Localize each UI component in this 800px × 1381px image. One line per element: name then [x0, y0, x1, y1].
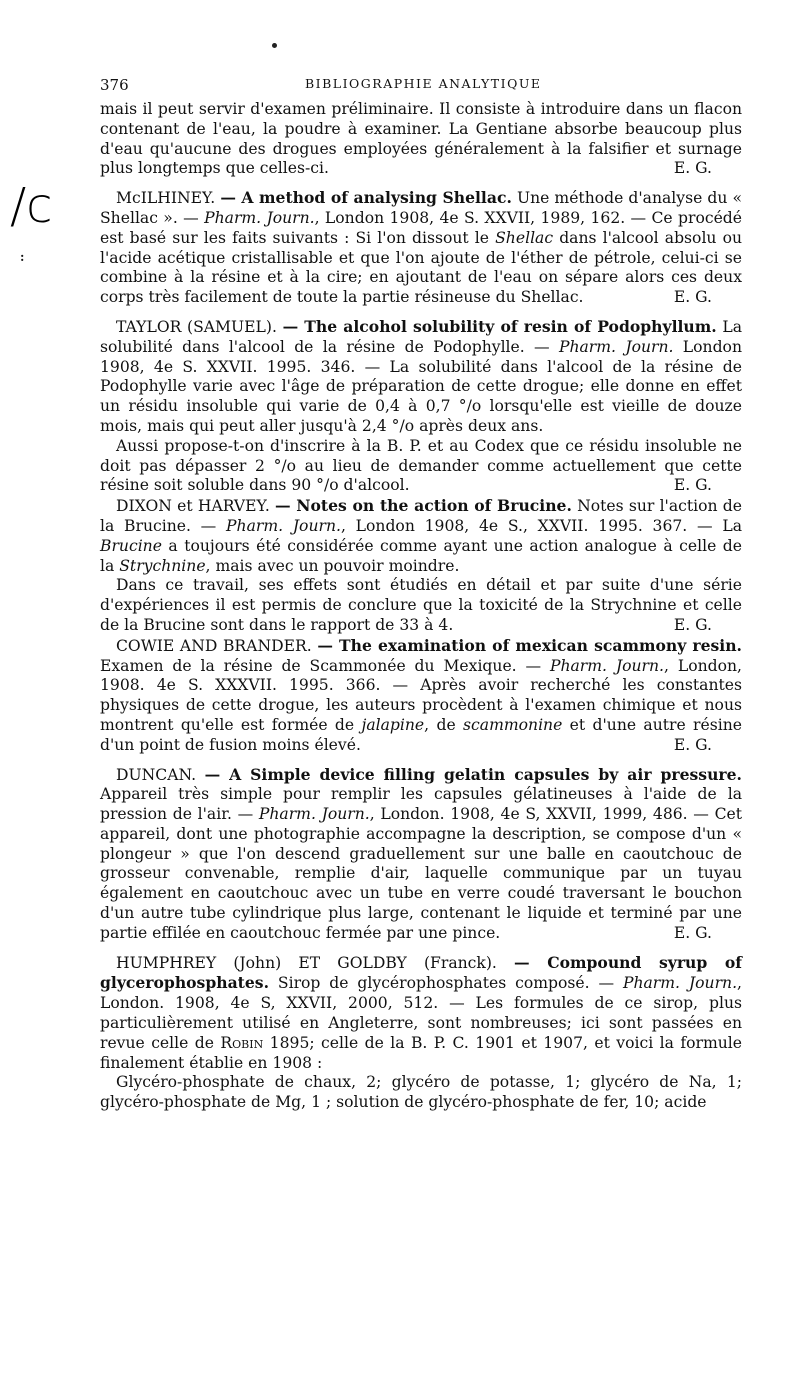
running-title: BIBLIOGRAPHIE ANALYTIQUE [305, 76, 542, 91]
entry-title: — Notes on the action of Brucine. [275, 496, 572, 516]
entry-author: DUNCAN. [116, 765, 197, 784]
page-header [100, 70, 742, 100]
entry-text: dans l'alcool absolu ou l'acide acétique cristallisable et que l'on ajoute de l'éther de pétrole, celui-ci se combine à la résine et à la cire; en ajoutant de l'eau on sépare alors ces deux corps très facilement de toute la partie résineuse du Shellac. [100, 228, 743, 307]
entry-reference: , London. 1908, 4e S, XXVII, 1999, 486. — [369, 805, 715, 824]
entry-text: Ce procédé est basé sur les faits suivants : Si l'on dissout le [100, 208, 743, 247]
entry-author: COWIE AND BRANDER. [116, 636, 312, 655]
entry-cowie-brander [100, 636, 742, 756]
entry-smallcaps: Robin [220, 1033, 264, 1052]
entry-italic: Shellac [495, 228, 554, 247]
entry-title: — A Simple device filling gelatin capsules by air pressure. [204, 764, 742, 784]
entry-author: McILHINEY. [116, 189, 216, 208]
entry-translation: Notes sur l'action de la Brucine. — [100, 497, 742, 535]
entry-reference: , London. 1908, 4e S, XXVII, 2000, 512. — [100, 974, 742, 1013]
signature: E. G. [673, 615, 712, 634]
ink-dot [272, 43, 277, 48]
signature: E. G. [673, 735, 712, 754]
page-body [100, 70, 742, 1113]
entry-translation: Examen de la résine de Scammonée du Mexique. — [100, 656, 550, 675]
entry-journal: Pharm. Journ. [226, 516, 341, 535]
entry-text: 1895; celle de la B. P. C. 1901 et 1907, et voici la formule finalement établie en 1908 : [100, 1033, 742, 1072]
entry-translation: Sirop de glycérophosphates composé. — [269, 974, 623, 993]
entry-translation: Appareil très simple pour remplir les capsules gélatineuses à l'aide de la pression de l'air. — [100, 785, 742, 824]
entry-text: , mais avec un pouvoir moindre. [205, 556, 460, 575]
entry-reference: London 1908, 4e S. XXVII. 1995. 346. — [100, 337, 742, 376]
entry-text: , de [424, 715, 464, 734]
entry-author: HUMPHREY (John) ET GOLDBY (Franck). [116, 953, 497, 972]
entry-author: DIXON et HARVEY. [116, 497, 270, 516]
entry-title: — The alcohol solubility of resin of Podophyllum. [282, 316, 717, 336]
intro-paragraph [100, 100, 742, 179]
entry-taylor [100, 317, 742, 437]
entry-dixon-harvey-continued [100, 576, 742, 635]
entry-reference: , London 1908, 4e S., XXVII. 1995. 367. — [340, 516, 723, 535]
entry-dixon-harvey [100, 496, 742, 576]
intro-text: mais il peut servir d'examen préliminaire. Il consiste à introduire dans un flacon contenant de l'eau, la poudre à examiner. La Gentiane absorbe beaucoup plus d'eau qu'aucune des drogues employées généralement à la falsifier et surnage plus longtemps que celles-ci. [100, 100, 742, 178]
text-body [100, 100, 742, 1113]
page-number: 376 [100, 76, 129, 94]
entry-translation: La solubilité dans l'alcool de la résine de Podophylle. — [100, 317, 742, 356]
entry-italic: jalapine [361, 715, 425, 734]
entry-humphrey-goldby [100, 953, 742, 1074]
entry-title: — The examination of mexican scammony resin. [317, 635, 742, 655]
entry-italic: Brucine [100, 536, 162, 555]
entry-author: TAYLOR (SAMUEL). [116, 317, 277, 336]
entry-text: La [722, 516, 743, 535]
entry-title: — A method of analysing Shellac. [220, 188, 512, 208]
entry-text: Aussi propose-t-on d'inscrire à la B. P. et au Codex que ce résidu insoluble ne doit pas dépasser 2 °/o au lieu de demander comme actuellement que cette résine soit soluble dans 90 °/o d'alcool. [100, 436, 742, 495]
entry-journal: Pharm. Journ. [204, 208, 315, 227]
entry-text: Dans ce travail, ses effets sont étudiés en détail et par suite d'une série d'expériences il est permis de conclure que la toxicité de la Strychnine et celle de la Brucine sont dans le rapport de 33 à 4. [100, 576, 742, 634]
entry-mcilhiney [100, 188, 742, 308]
entry-text: Après avoir recherché les constantes physiques de cette drogue, les auteurs procèdent à l'examen chimique et nous montrent qu'elle est formée de [100, 676, 743, 734]
entry-text: a toujours été considérée comme ayant une action analogue à celle de la [100, 536, 742, 575]
margin-colon: : [20, 250, 25, 264]
entry-title: — Compound syrup of glycerophosphates. [100, 952, 742, 993]
entry-text: Glycéro-phosphate de chaux, 2; glycéro de potasse, 1; glycéro de Na, 1; glycéro-phosphate de Mg, 1 ; solution de glycéro-phosphate de fer, 10; acide [100, 1073, 742, 1112]
entry-duncan [100, 765, 742, 944]
signature: E. G. [673, 288, 712, 307]
signature: E. G. [673, 159, 712, 178]
signature: E. G. [673, 476, 712, 495]
entry-journal: Pharm. Journ. [558, 337, 674, 356]
entry-taylor-continued [100, 437, 742, 496]
entry-journal: Pharm. Journ. [258, 805, 370, 824]
entry-reference: , London, 1908. 4e S. XXXVII. 1995. 366. — [100, 656, 742, 695]
entry-reference: , London 1908, 4e S. XXVII, 1989, 162. — [314, 208, 652, 227]
entry-text: La solubilité dans l'alcool de la résine de Podophylle varie avec l'âge de préparation de cette drogue; elle donne en effet un résidu insoluble qui varie de 0,4 à 0,7 °/o lorsqu'elle est vieille de douze mois, mais qui peut aller jusqu'à 2,4 °/o après deux ans. [100, 357, 742, 435]
entry-journal: Pharm. Journ. [622, 974, 738, 993]
entry-journal: Pharm. Journ. [549, 656, 665, 675]
signature: E. G. [673, 923, 712, 942]
entry-text: Cet appareil, dont une photographie accompagne la description, se compose d'un « plongeur » que l'on descend graduellement sur une balle en caoutchouc de grosseur convenable, remplie d'air, laquelle communique par un tuyau également en caoutchouc avec un tube en verre coudé traversant le bouchon d'un autre tube cylindrique plus large, contenant le liquide et terminé par une partie effilée en caoutchouc fermée par une pince. [100, 805, 743, 942]
entry-text: Les formules de ce sirop, plus particulièrement utilisé en Angleterre, sont nombreuses; ici sont passées en revue celle de [100, 994, 742, 1052]
entry-translation: Une méthode d'analyse du « Shellac ». — [100, 189, 742, 227]
margin-mark: /c [10, 178, 53, 234]
entry-text: et d'une autre résine d'un point de fusion moins élevé. [100, 715, 743, 754]
entry-italic: Strychnine [119, 556, 206, 575]
entry-humphrey-goldby-continued [100, 1073, 742, 1113]
entry-italic: scammonine [463, 715, 563, 734]
